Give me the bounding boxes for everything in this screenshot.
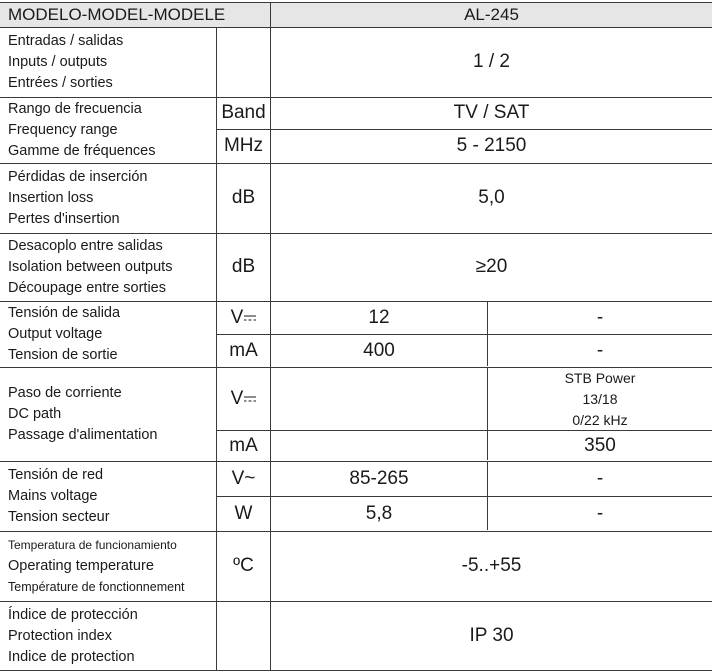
grid-line — [0, 2, 712, 3]
value-dcpath-v-b: STB Power 13/18 0/22 kHz — [564, 369, 636, 428]
value-mhz: 5 - 2150 — [456, 135, 527, 156]
value-inputs-outputs: 1 / 2 — [473, 51, 510, 72]
value-insertion-loss: 5,0 — [478, 187, 505, 208]
value-mains-v-b: - — [596, 468, 604, 489]
grid-line — [0, 367, 712, 368]
grid-line — [0, 531, 712, 532]
value-band: TV / SAT — [453, 102, 530, 123]
value-mains-v-a: 85-265 — [349, 468, 409, 489]
label-insertion-loss: Pérdidas de inserción Insertion loss Pertes d'insertion — [8, 168, 148, 227]
header-model-label: MODELO-MODEL-MODELE — [0, 3, 270, 27]
label-mains-voltage: Tensión de red Mains voltage Tension secteur — [8, 466, 110, 525]
label-inputs-outputs: Entradas / salidas Inputs / outputs Entrées / sorties — [8, 32, 124, 91]
unit-band: Band — [221, 102, 266, 123]
grid-line — [487, 462, 488, 530]
label-dc-path: Paso de corriente DC path Passage d'alimentation — [8, 384, 158, 443]
grid-line — [0, 670, 712, 671]
unit-output-ma: mA — [229, 339, 258, 361]
unit-mhz: MHz — [223, 135, 264, 156]
value-output-ma-a: 400 — [363, 339, 395, 361]
grid-line — [487, 302, 488, 366]
unit-dcpath-vdc — [217, 368, 270, 430]
grid-line — [0, 163, 712, 164]
value-dcpath-ma-b: 350 — [584, 434, 616, 456]
value-mains-w-b: - — [596, 502, 604, 524]
value-mains-w-a: 5,8 — [365, 502, 393, 524]
value-protection-index: IP 30 — [469, 625, 514, 646]
grid-line — [487, 368, 488, 460]
value-isolation: ≥20 — [475, 256, 508, 277]
unit-insertion-db: dB — [231, 187, 256, 208]
unit-output-vdc — [217, 302, 270, 334]
grid-line — [0, 97, 712, 98]
value-output-ma-b: - — [596, 339, 604, 361]
label-frequency-range: Rango de frecuencia Frequency range Gamme de fréquences — [8, 100, 156, 159]
grid-line — [217, 334, 712, 335]
grid-line — [217, 430, 712, 431]
grid-line — [217, 129, 712, 130]
unit-mains-vac: V~ — [231, 468, 256, 489]
label-protection-index: Índice de protección Protection index Indice de protection — [8, 606, 138, 665]
dc-voltage-symbol: V — [230, 307, 244, 328]
unit-isolation-db: dB — [231, 256, 256, 277]
label-operating-temperature: Temperatura de funcionamiento Operating temperature Température de fonctionnement — [8, 537, 185, 594]
label-isolation: Desacoplo entre salidas Isolation between outputs Découpage entre sorties — [8, 237, 173, 296]
grid-line — [216, 28, 217, 670]
unit-dcpath-ma: mA — [229, 434, 258, 456]
value-operating-temperature: -5..+55 — [461, 555, 522, 576]
value-output-v-a: 12 — [368, 307, 390, 328]
grid-line — [0, 233, 712, 234]
unit-mains-w: W — [234, 502, 253, 524]
header-model-value: AL-245 — [271, 3, 712, 27]
grid-line — [0, 601, 712, 602]
grid-line — [0, 301, 712, 302]
value-output-v-b: - — [596, 307, 604, 328]
grid-line — [0, 461, 712, 462]
grid-line — [270, 2, 271, 670]
unit-temp-celsius: ºC — [233, 555, 254, 576]
grid-line — [0, 27, 712, 28]
dc-voltage-symbol: V — [230, 388, 244, 409]
label-output-voltage: Tensión de salida Output voltage Tension de sortie — [8, 304, 121, 363]
grid-line — [217, 496, 712, 497]
